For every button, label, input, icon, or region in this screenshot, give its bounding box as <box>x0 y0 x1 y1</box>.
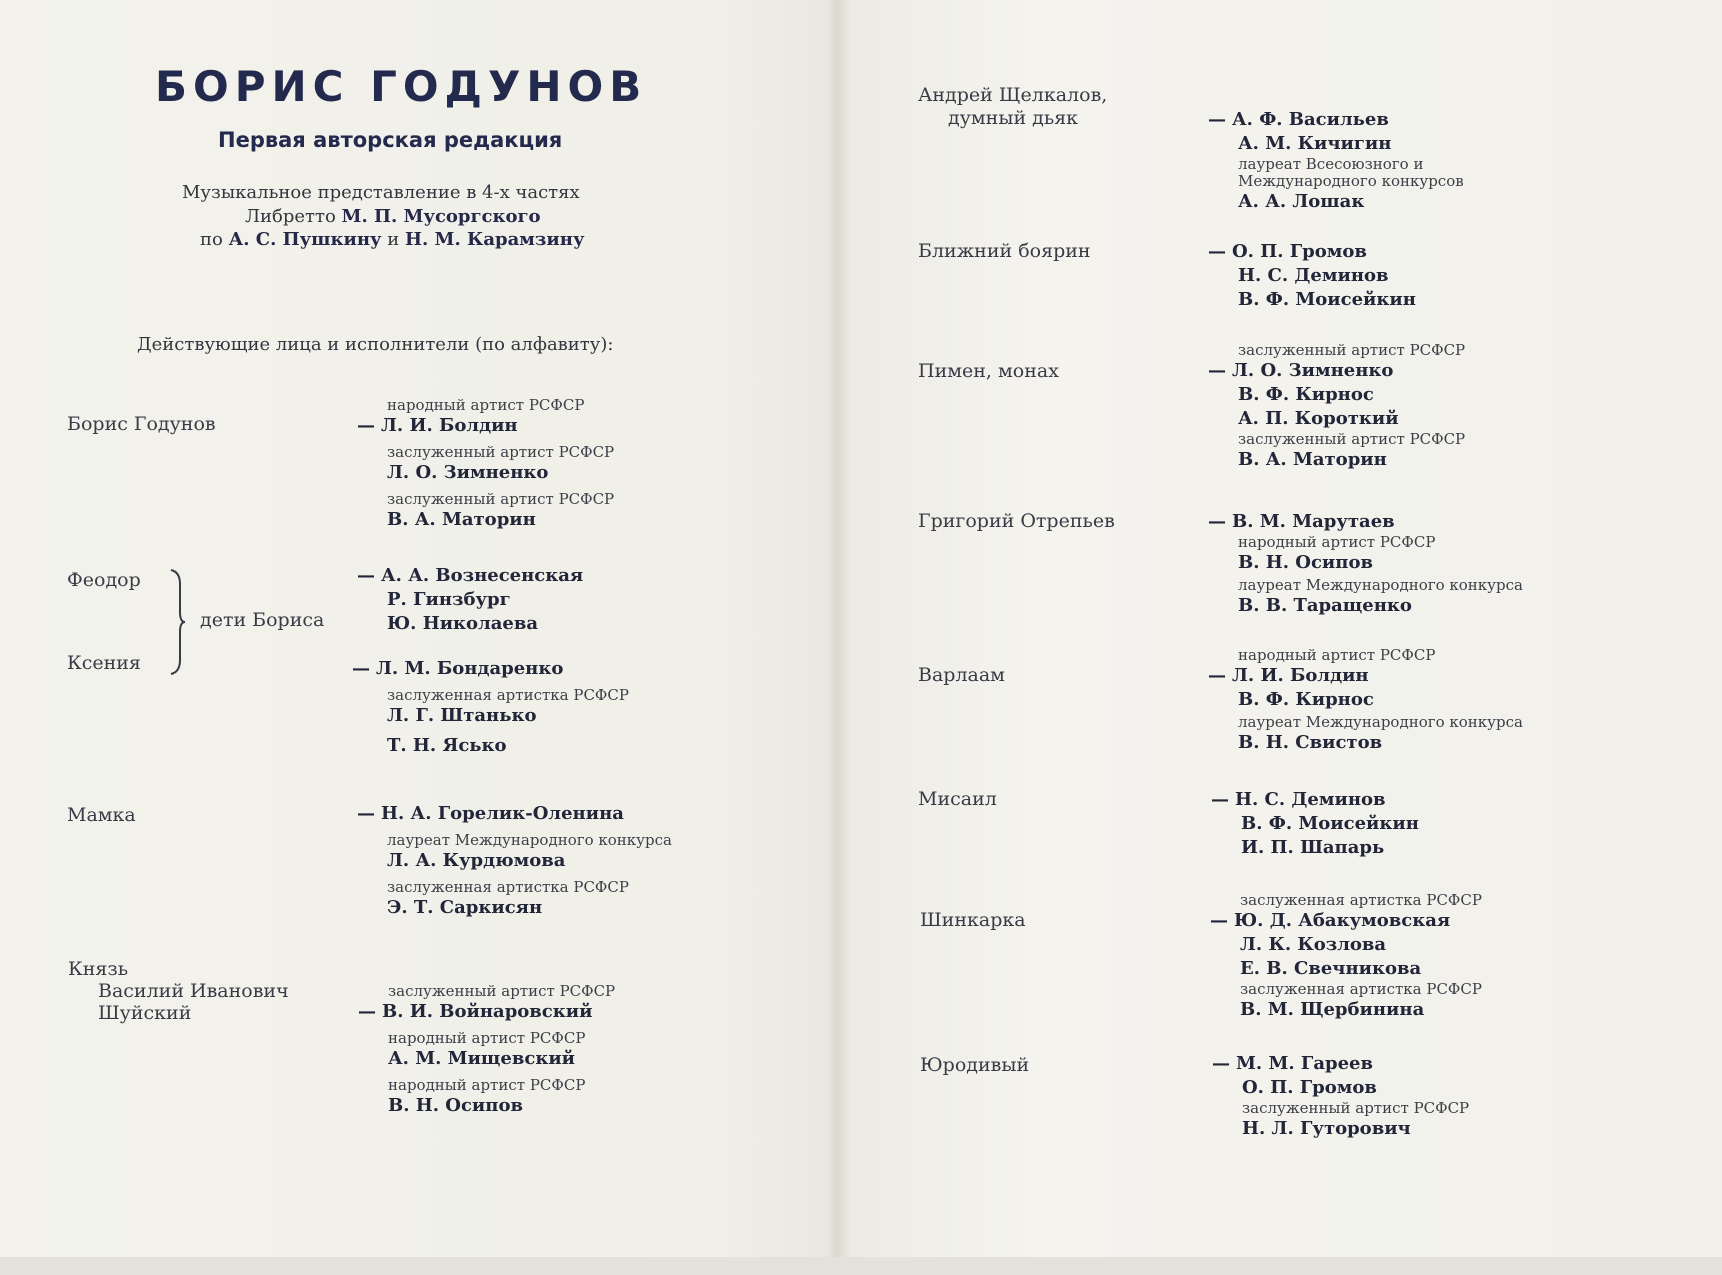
performer-name: В. Н. Осипов <box>1238 552 1373 573</box>
performer-name: В. А. Маторин <box>387 509 536 530</box>
performer-tag: заслуженный артист РСФСР <box>388 982 616 1000</box>
performer-tag: народный артист РСФСР <box>388 1076 586 1094</box>
performer-name: Р. Гинзбург <box>387 589 511 610</box>
performer-tag: лауреат Всесоюзного и <box>1238 155 1424 173</box>
performer-name: Л. И. Болдин <box>381 415 518 436</box>
performer-name: А. Ф. Васильев <box>1232 109 1389 130</box>
character-misail: Мисаил <box>918 788 997 810</box>
performer-name: В. Ф. Моисейкин <box>1238 289 1416 310</box>
performer-tag: заслуженный артист РСФСР <box>387 443 615 461</box>
performer-name: А. А. Лошак <box>1238 191 1365 212</box>
page-subtitle: Первая авторская редакция <box>218 128 563 152</box>
page-bottom-edge <box>0 1257 1722 1275</box>
character-pimen: Пимен, монах <box>918 360 1059 382</box>
character-shchelkalov-1: Андрей Щелкалов, <box>918 84 1108 106</box>
source-and: и <box>387 229 400 250</box>
performer-name: Л. М. Бондаренко <box>376 658 564 679</box>
performer-name: В. Ф. Моисейкин <box>1241 813 1419 834</box>
performer-tag: лауреат Международного конкурса <box>1238 576 1523 594</box>
performer-name: О. П. Громов <box>1242 1077 1377 1098</box>
performers-kseniya: — Л. М. Бондаренко заслуженная артистка РСФСР Л. Г. Штанько Т. Н. Ясько <box>352 658 629 756</box>
performer-name: И. П. Шапарь <box>1241 837 1385 858</box>
performer-name: Л. Г. Штанько <box>387 705 537 726</box>
performer-name: Ю. Николаева <box>387 613 539 634</box>
page-title: БОРИС ГОДУНОВ <box>155 62 648 111</box>
performers-grigory: — В. М. Марутаев народный артист РСФСР В. Н. Осипов лауреат Международного конкурса В. В. Таращенко <box>1208 511 1523 616</box>
character-shuisky-3: Шуйский <box>98 1002 192 1024</box>
performer-tag: заслуженный артист РСФСР <box>387 490 615 508</box>
performer-name: Э. Т. Саркисян <box>387 897 543 918</box>
performers-shchelkalov: — А. Ф. Васильев А. М. Кичигин лауреат Всесоюзного и Международного конкурсов А. А. Лошак <box>1208 109 1464 212</box>
performer-tag: заслуженный артист РСФСР <box>1238 341 1466 359</box>
performer-name: В. Н. Осипов <box>388 1095 523 1116</box>
performer-tag: лауреат Международного конкурса <box>387 831 672 849</box>
performer-name: Ю. Д. Абакумовская <box>1234 910 1451 931</box>
performers-shuisky: заслуженный артист РСФСР — В. И. Войнаровский народный артист РСФСР А. М. Мищевский народный артист РСФСР В. Н. Осипов <box>358 982 616 1116</box>
libretto-prefix: Либретто <box>245 206 336 227</box>
performer-name: В. М. Марутаев <box>1232 511 1395 532</box>
performer-tag: Международного конкурсов <box>1238 172 1464 190</box>
character-boyar: Ближний боярин <box>918 240 1091 262</box>
performers-varlaam: народный артист РСФСР — Л. И. Болдин В. Ф. Кирнос лауреат Международного конкурса В. Н. Свистов <box>1208 646 1523 753</box>
performer-tag: народный артист РСФСР <box>1238 533 1436 551</box>
performer-tag: заслуженный артист РСФСР <box>1242 1099 1470 1117</box>
performer-name: Н. С. Деминов <box>1235 789 1386 810</box>
performer-name: Н. С. Деминов <box>1238 265 1389 286</box>
performer-tag: заслуженная артистка РСФСР <box>387 686 629 704</box>
performer-name: Л. И. Болдин <box>1232 665 1369 686</box>
performer-tag: народный артист РСФСР <box>388 1029 586 1047</box>
performers-mamka: — Н. А. Горелик-Оленина лауреат Международного конкурса Л. А. Курдюмова заслуженная артистка РСФСР Э. Т. Саркисян <box>357 803 672 918</box>
source-prefix: по <box>200 229 223 250</box>
character-shchelkalov-2: думный дьяк <box>948 107 1079 129</box>
performer-name: А. П. Короткий <box>1238 408 1399 429</box>
performer-name: Л. А. Курдюмова <box>387 850 566 871</box>
performer-name: О. П. Громов <box>1232 241 1367 262</box>
performers-boyar: — О. П. Громов Н. С. Деминов В. Ф. Моисейкин <box>1208 241 1416 310</box>
source-author-1: А. С. Пушкину <box>228 229 382 250</box>
performer-name: Н. А. Горелик-Оленина <box>381 803 624 824</box>
performers-feodor: — А. А. Вознесенская Р. Гинзбург Ю. Николаева <box>357 565 584 634</box>
performers-yurodivy: — М. М. Гареев О. П. Громов заслуженный артист РСФСР Н. Л. Гуторович <box>1212 1053 1470 1139</box>
performer-tag: лауреат Международного конкурса <box>1238 713 1523 731</box>
character-shuisky-2: Василий Иванович <box>98 980 289 1002</box>
character-varlaam: Варлаам <box>918 664 1005 686</box>
performers-shinkarka: заслуженная артистка РСФСР — Ю. Д. Абакумовская Л. К. Козлова Е. В. Свечникова заслуженная артистка РСФСР В. М. Щербинина <box>1210 891 1482 1020</box>
character-shinkarka: Шинкарка <box>920 909 1026 931</box>
performer-name: В. А. Маторин <box>1238 449 1387 470</box>
libretto-author: М. П. Мусоргского <box>341 206 541 227</box>
performer-name: Е. В. Свечникова <box>1240 958 1422 979</box>
character-mamka: Мамка <box>67 804 136 826</box>
description: Музыкальное представление в 4-х частях <box>182 182 580 203</box>
performer-name: Н. Л. Гуторович <box>1242 1118 1411 1139</box>
character-shuisky-1: Князь <box>68 958 129 980</box>
performer-name: А. А. Вознесенская <box>381 565 584 586</box>
performers-pimen: заслуженный артист РСФСР — Л. О. Зимненко В. Ф. Кирнос А. П. Короткий заслуженный артист РСФСР В. А. Маторин <box>1208 341 1466 470</box>
performers-misail: — Н. С. Деминов В. Ф. Моисейкин И. П. Шапарь <box>1211 789 1419 858</box>
character-boris: Борис Годунов <box>67 413 216 435</box>
performer-name: Л. О. Зимненко <box>1232 360 1394 381</box>
source-author-2: Н. М. Карамзину <box>405 229 585 250</box>
performer-tag: заслуженный артист РСФСР <box>1238 430 1466 448</box>
performer-tag: заслуженная артистка РСФСР <box>387 878 629 896</box>
performer-name: Т. Н. Ясько <box>387 735 507 756</box>
performer-name: М. М. Гареев <box>1236 1053 1374 1074</box>
performer-name: В. Н. Свистов <box>1238 732 1383 753</box>
performer-name: В. Ф. Кирнос <box>1238 689 1374 710</box>
performer-name: В. Ф. Кирнос <box>1238 384 1374 405</box>
cast-heading: Действующие лица и исполнители (по алфавиту): <box>137 334 614 355</box>
performers-boris: народный артист РСФСР — Л. И. Болдин заслуженный артист РСФСР Л. О. Зимненко заслуженный артист РСФСР В. А. Маторин <box>357 396 615 530</box>
performer-tag: заслуженная артистка РСФСР <box>1240 891 1482 909</box>
libretto-line <box>245 206 541 227</box>
character-feodor: Феодор <box>67 569 141 591</box>
performer-name: Л. О. Зимненко <box>387 462 549 483</box>
performer-name: В. И. Войнаровский <box>382 1001 593 1022</box>
character-grigory: Григорий Отрепьев <box>918 510 1115 532</box>
children-group-label: дети Бориса <box>200 609 325 631</box>
brace-icon <box>168 568 186 676</box>
performer-tag: народный артист РСФСР <box>387 396 585 414</box>
performer-name: В. В. Таращенко <box>1238 595 1412 616</box>
performer-tag: народный артист РСФСР <box>1238 646 1436 664</box>
character-kseniya: Ксения <box>67 652 141 674</box>
performer-name: Л. К. Козлова <box>1240 934 1387 955</box>
performer-name: А. М. Кичигин <box>1238 133 1392 154</box>
character-yurodivy: Юродивый <box>920 1054 1030 1076</box>
performer-tag: заслуженная артистка РСФСР <box>1240 980 1482 998</box>
source-line <box>200 229 584 250</box>
performer-name: А. М. Мищевский <box>388 1048 576 1069</box>
performer-name: В. М. Щербинина <box>1240 999 1425 1020</box>
